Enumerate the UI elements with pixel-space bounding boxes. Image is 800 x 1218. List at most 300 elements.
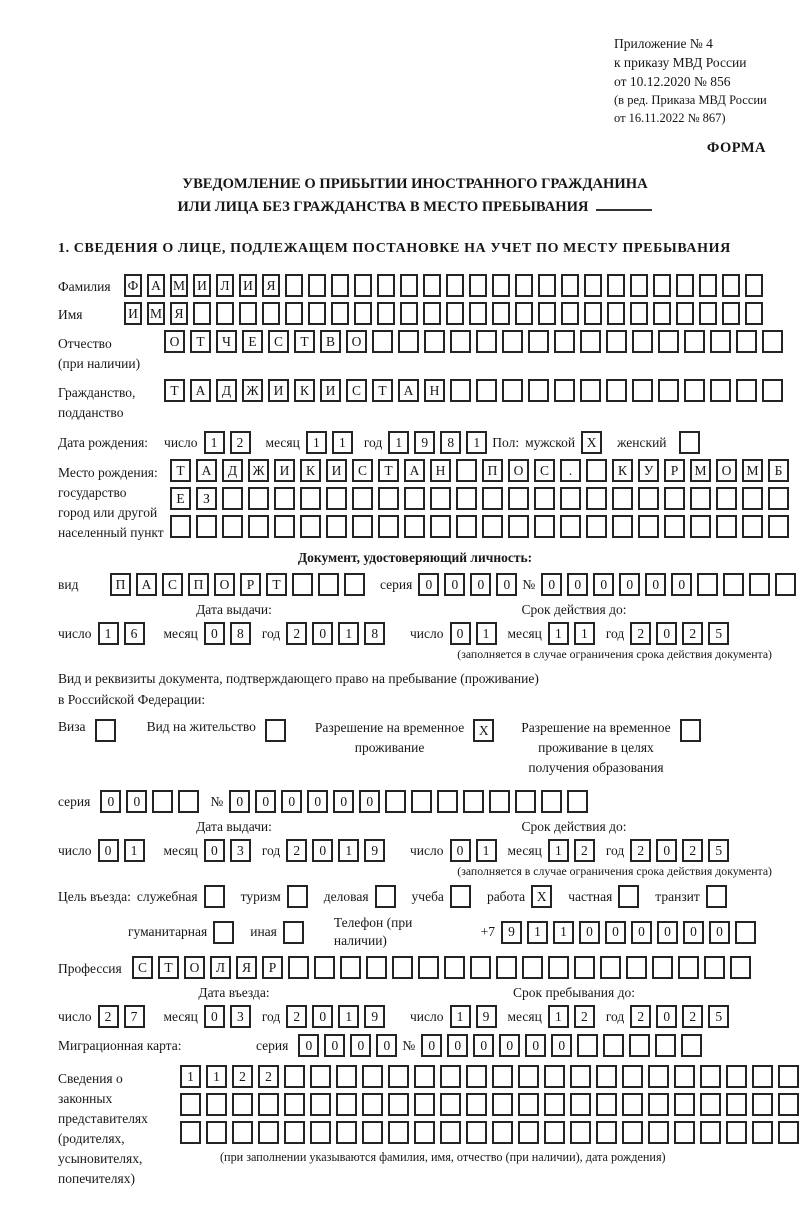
entry-year-cell[interactable]: 0 <box>312 1005 333 1028</box>
representatives-cell[interactable] <box>752 1065 773 1088</box>
firstname-cell[interactable] <box>400 302 418 325</box>
representatives-cell[interactable] <box>700 1093 721 1116</box>
patronymic-cell[interactable] <box>476 330 497 353</box>
firstname-cell[interactable] <box>538 302 556 325</box>
birthdate-month-cell[interactable]: 1 <box>306 431 327 454</box>
birthplace-cell[interactable] <box>222 487 243 510</box>
doc-issue-month-cell[interactable]: 8 <box>230 622 251 645</box>
citizenship-cell[interactable] <box>502 379 523 402</box>
surname-cell[interactable] <box>561 274 579 297</box>
doc-valid-year-cell[interactable]: 2 <box>630 622 651 645</box>
migration-series-cell[interactable]: 0 <box>350 1034 371 1057</box>
residence-valid-day-cell[interactable]: 0 <box>450 839 471 862</box>
doc-type-cell[interactable]: Р <box>240 573 261 596</box>
doc-series-cell[interactable]: 0 <box>444 573 465 596</box>
representatives-cell[interactable] <box>518 1093 539 1116</box>
firstname-cell[interactable] <box>331 302 349 325</box>
representatives-cell[interactable] <box>778 1093 799 1116</box>
representatives-cell[interactable] <box>544 1093 565 1116</box>
purpose-private-checkbox[interactable] <box>618 885 639 908</box>
migration-number-cell[interactable]: 0 <box>447 1034 468 1057</box>
birthplace-cell[interactable] <box>404 515 425 538</box>
representatives-cell[interactable] <box>310 1093 331 1116</box>
citizenship-cell[interactable] <box>684 379 705 402</box>
purpose-other-checkbox[interactable] <box>283 921 304 944</box>
citizenship-cell[interactable] <box>762 379 783 402</box>
residence-number-cell[interactable] <box>463 790 484 813</box>
surname-cell[interactable] <box>607 274 625 297</box>
birthplace-cell[interactable] <box>716 487 737 510</box>
residence-number-cell[interactable] <box>385 790 406 813</box>
entry-month-cell[interactable]: 0 <box>204 1005 225 1028</box>
patronymic-cell[interactable]: Ч <box>216 330 237 353</box>
birthplace-cell[interactable] <box>742 487 763 510</box>
representatives-cell[interactable] <box>726 1093 747 1116</box>
birthplace-cell[interactable]: О <box>716 459 737 482</box>
surname-cell[interactable] <box>722 274 740 297</box>
birthplace-cell[interactable]: П <box>482 459 503 482</box>
citizenship-cell[interactable]: А <box>398 379 419 402</box>
representatives-cell[interactable] <box>414 1065 435 1088</box>
representatives-cell[interactable] <box>466 1065 487 1088</box>
citizenship-cell[interactable] <box>606 379 627 402</box>
birthplace-cell[interactable] <box>326 487 347 510</box>
birthplace-cell[interactable] <box>404 487 425 510</box>
migration-number-cell[interactable]: 0 <box>421 1034 442 1057</box>
profession-cell[interactable]: Я <box>236 956 257 979</box>
representatives-cell[interactable]: 2 <box>258 1065 279 1088</box>
birthdate-day-cell[interactable]: 1 <box>204 431 225 454</box>
representatives-cell[interactable] <box>232 1121 253 1144</box>
profession-cell[interactable] <box>548 956 569 979</box>
residence-number-cell[interactable] <box>411 790 432 813</box>
purpose-official-checkbox[interactable] <box>204 885 225 908</box>
representatives-cell[interactable] <box>232 1093 253 1116</box>
patronymic-cell[interactable] <box>554 330 575 353</box>
surname-cell[interactable]: А <box>147 274 165 297</box>
surname-cell[interactable] <box>308 274 326 297</box>
firstname-cell[interactable] <box>492 302 510 325</box>
profession-cell[interactable] <box>288 956 309 979</box>
representatives-cell[interactable] <box>492 1121 513 1144</box>
doc-issue-day-cell[interactable]: 1 <box>98 622 119 645</box>
profession-cell[interactable] <box>444 956 465 979</box>
doc-valid-day-cell[interactable]: 1 <box>476 622 497 645</box>
firstname-cell[interactable] <box>722 302 740 325</box>
entry-month-cell[interactable]: 3 <box>230 1005 251 1028</box>
birthplace-cell[interactable] <box>586 515 607 538</box>
citizenship-cell[interactable]: Т <box>164 379 185 402</box>
representatives-cell[interactable] <box>414 1093 435 1116</box>
firstname-cell[interactable] <box>423 302 441 325</box>
stay-month-cell[interactable]: 2 <box>574 1005 595 1028</box>
firstname-cell[interactable] <box>239 302 257 325</box>
birthplace-cell[interactable]: У <box>638 459 659 482</box>
birthplace-cell[interactable] <box>612 515 633 538</box>
representatives-cell[interactable] <box>778 1065 799 1088</box>
surname-cell[interactable] <box>400 274 418 297</box>
profession-cell[interactable] <box>522 956 543 979</box>
birthplace-cell[interactable]: И <box>326 459 347 482</box>
birthplace-cell[interactable] <box>456 515 477 538</box>
doc-issue-month-cell[interactable]: 0 <box>204 622 225 645</box>
title-blank-line[interactable] <box>596 195 652 211</box>
representatives-cell[interactable] <box>206 1093 227 1116</box>
representatives-cell[interactable] <box>622 1121 643 1144</box>
representatives-cell[interactable] <box>752 1121 773 1144</box>
patronymic-cell[interactable]: О <box>346 330 367 353</box>
representatives-cell[interactable] <box>570 1065 591 1088</box>
residence-series-cell[interactable]: 0 <box>100 790 121 813</box>
representatives-cell[interactable] <box>726 1065 747 1088</box>
citizenship-cell[interactable] <box>528 379 549 402</box>
residence-number-cell[interactable] <box>437 790 458 813</box>
residence-issue-year-cell[interactable]: 2 <box>286 839 307 862</box>
birthplace-cell[interactable] <box>534 487 555 510</box>
surname-cell[interactable] <box>676 274 694 297</box>
residence-valid-month-cell[interactable]: 1 <box>548 839 569 862</box>
residence-issue-month-cell[interactable]: 0 <box>204 839 225 862</box>
birthplace-cell[interactable]: Ж <box>248 459 269 482</box>
representatives-cell[interactable] <box>336 1093 357 1116</box>
surname-cell[interactable] <box>515 274 533 297</box>
firstname-cell[interactable] <box>561 302 579 325</box>
doc-valid-year-cell[interactable]: 5 <box>708 622 729 645</box>
surname-cell[interactable] <box>584 274 602 297</box>
patronymic-cell[interactable] <box>450 330 471 353</box>
doc-issue-year-cell[interactable]: 2 <box>286 622 307 645</box>
surname-cell[interactable] <box>469 274 487 297</box>
birthplace-cell[interactable] <box>482 515 503 538</box>
doc-number-cell[interactable]: 0 <box>593 573 614 596</box>
profession-cell[interactable] <box>730 956 751 979</box>
representatives-cell[interactable] <box>180 1121 201 1144</box>
birthplace-cell[interactable] <box>560 487 581 510</box>
migration-number-cell[interactable] <box>629 1034 650 1057</box>
representatives-cell[interactable] <box>596 1121 617 1144</box>
entry-year-cell[interactable]: 2 <box>286 1005 307 1028</box>
birthplace-cell[interactable]: С <box>352 459 373 482</box>
citizenship-cell[interactable]: Д <box>216 379 237 402</box>
birthplace-cell[interactable]: К <box>300 459 321 482</box>
birthplace-cell[interactable]: С <box>534 459 555 482</box>
representatives-cell[interactable] <box>284 1093 305 1116</box>
birthplace-cell[interactable]: . <box>560 459 581 482</box>
patronymic-cell[interactable] <box>632 330 653 353</box>
birthplace-cell[interactable] <box>430 487 451 510</box>
surname-cell[interactable] <box>354 274 372 297</box>
profession-cell[interactable] <box>574 956 595 979</box>
birthplace-cell[interactable] <box>508 487 529 510</box>
entry-day-cell[interactable]: 2 <box>98 1005 119 1028</box>
profession-cell[interactable] <box>496 956 517 979</box>
birthdate-year-cell[interactable]: 9 <box>414 431 435 454</box>
stay-month-cell[interactable]: 1 <box>548 1005 569 1028</box>
doc-number-cell[interactable]: 0 <box>645 573 666 596</box>
representatives-cell[interactable] <box>362 1093 383 1116</box>
representatives-cell[interactable] <box>388 1065 409 1088</box>
birthplace-cell[interactable]: Е <box>170 487 191 510</box>
residence-number-cell[interactable]: 0 <box>255 790 276 813</box>
firstname-cell[interactable] <box>193 302 211 325</box>
birthplace-cell[interactable] <box>508 515 529 538</box>
purpose-humanitarian-checkbox[interactable] <box>213 921 234 944</box>
representatives-cell[interactable] <box>258 1121 279 1144</box>
profession-cell[interactable]: Т <box>158 956 179 979</box>
profession-cell[interactable]: С <box>132 956 153 979</box>
birthplace-cell[interactable] <box>352 487 373 510</box>
birthdate-year-cell[interactable]: 1 <box>466 431 487 454</box>
representatives-cell[interactable] <box>492 1093 513 1116</box>
sex-female-checkbox[interactable] <box>679 431 700 454</box>
representatives-cell[interactable] <box>258 1093 279 1116</box>
citizenship-cell[interactable] <box>476 379 497 402</box>
birthplace-cell[interactable] <box>664 515 685 538</box>
patronymic-cell[interactable] <box>398 330 419 353</box>
birthdate-day-cell[interactable]: 2 <box>230 431 251 454</box>
firstname-cell[interactable] <box>308 302 326 325</box>
doc-number-cell[interactable] <box>775 573 796 596</box>
residence-number-cell[interactable] <box>567 790 588 813</box>
firstname-cell[interactable]: Я <box>170 302 188 325</box>
purpose-business-checkbox[interactable] <box>375 885 396 908</box>
representatives-cell[interactable] <box>336 1065 357 1088</box>
birthplace-cell[interactable] <box>456 459 477 482</box>
birthplace-cell[interactable] <box>638 487 659 510</box>
phone-digit-cell[interactable]: 0 <box>605 921 626 944</box>
doc-issue-year-cell[interactable]: 8 <box>364 622 385 645</box>
surname-cell[interactable]: М <box>170 274 188 297</box>
birthplace-cell[interactable] <box>482 487 503 510</box>
surname-cell[interactable] <box>630 274 648 297</box>
stay-year-cell[interactable]: 2 <box>682 1005 703 1028</box>
representatives-cell[interactable] <box>726 1121 747 1144</box>
birthplace-cell[interactable] <box>638 515 659 538</box>
birthplace-cell[interactable] <box>586 487 607 510</box>
migration-number-cell[interactable] <box>655 1034 676 1057</box>
patronymic-cell[interactable]: О <box>164 330 185 353</box>
birthplace-cell[interactable] <box>586 459 607 482</box>
citizenship-cell[interactable] <box>554 379 575 402</box>
surname-cell[interactable] <box>492 274 510 297</box>
residence-number-cell[interactable]: 0 <box>307 790 328 813</box>
representatives-cell[interactable] <box>492 1065 513 1088</box>
patronymic-cell[interactable] <box>736 330 757 353</box>
citizenship-cell[interactable] <box>580 379 601 402</box>
migration-series-cell[interactable]: 0 <box>376 1034 397 1057</box>
representatives-cell[interactable] <box>622 1093 643 1116</box>
representatives-cell[interactable] <box>414 1121 435 1144</box>
representatives-cell[interactable] <box>388 1093 409 1116</box>
doc-number-cell[interactable] <box>697 573 718 596</box>
residence-number-cell[interactable] <box>489 790 510 813</box>
surname-cell[interactable]: И <box>193 274 211 297</box>
citizenship-cell[interactable]: К <box>294 379 315 402</box>
phone-digit-cell[interactable]: 9 <box>501 921 522 944</box>
firstname-cell[interactable] <box>745 302 763 325</box>
patronymic-cell[interactable] <box>606 330 627 353</box>
residence-valid-year-cell[interactable]: 5 <box>708 839 729 862</box>
stay-year-cell[interactable]: 2 <box>630 1005 651 1028</box>
firstname-cell[interactable] <box>676 302 694 325</box>
phone-digit-cell[interactable]: 0 <box>657 921 678 944</box>
representatives-cell[interactable] <box>596 1093 617 1116</box>
purpose-tourism-checkbox[interactable] <box>287 885 308 908</box>
stay-day-cell[interactable]: 9 <box>476 1005 497 1028</box>
representatives-cell[interactable] <box>700 1065 721 1088</box>
profession-cell[interactable]: Л <box>210 956 231 979</box>
patronymic-cell[interactable]: Е <box>242 330 263 353</box>
profession-cell[interactable] <box>418 956 439 979</box>
phone-digit-cell[interactable]: 1 <box>553 921 574 944</box>
representatives-cell[interactable] <box>518 1065 539 1088</box>
profession-cell[interactable] <box>600 956 621 979</box>
representatives-cell[interactable] <box>310 1121 331 1144</box>
birthplace-cell[interactable] <box>768 515 789 538</box>
birthplace-cell[interactable]: А <box>196 459 217 482</box>
birthplace-cell[interactable] <box>560 515 581 538</box>
residence-series-cell[interactable] <box>178 790 199 813</box>
firstname-cell[interactable] <box>354 302 372 325</box>
birthplace-cell[interactable] <box>248 487 269 510</box>
doc-number-cell[interactable]: 0 <box>541 573 562 596</box>
citizenship-cell[interactable] <box>450 379 471 402</box>
birthdate-year-cell[interactable]: 8 <box>440 431 461 454</box>
birthplace-cell[interactable] <box>378 487 399 510</box>
representatives-cell[interactable] <box>648 1065 669 1088</box>
patronymic-cell[interactable] <box>684 330 705 353</box>
migration-number-cell[interactable] <box>603 1034 624 1057</box>
firstname-cell[interactable]: И <box>124 302 142 325</box>
representatives-cell[interactable] <box>440 1093 461 1116</box>
representatives-cell[interactable] <box>622 1065 643 1088</box>
doc-type-cell[interactable] <box>292 573 313 596</box>
firstname-cell[interactable] <box>446 302 464 325</box>
representatives-cell[interactable] <box>284 1121 305 1144</box>
profession-cell[interactable] <box>704 956 725 979</box>
visa-checkbox[interactable] <box>95 719 116 742</box>
representatives-cell[interactable] <box>570 1093 591 1116</box>
patronymic-cell[interactable] <box>762 330 783 353</box>
residence-valid-day-cell[interactable]: 1 <box>476 839 497 862</box>
profession-cell[interactable] <box>678 956 699 979</box>
birthplace-cell[interactable]: М <box>742 459 763 482</box>
citizenship-cell[interactable]: Н <box>424 379 445 402</box>
representatives-cell[interactable] <box>700 1121 721 1144</box>
residence-permit-checkbox[interactable] <box>265 719 286 742</box>
firstname-cell[interactable] <box>584 302 602 325</box>
residence-number-cell[interactable]: 0 <box>281 790 302 813</box>
representatives-cell[interactable] <box>752 1093 773 1116</box>
doc-type-cell[interactable]: П <box>188 573 209 596</box>
patronymic-cell[interactable]: Т <box>294 330 315 353</box>
firstname-cell[interactable]: М <box>147 302 165 325</box>
doc-valid-month-cell[interactable]: 1 <box>548 622 569 645</box>
residence-series-cell[interactable] <box>152 790 173 813</box>
representatives-cell[interactable] <box>674 1093 695 1116</box>
residence-number-cell[interactable] <box>541 790 562 813</box>
birthplace-cell[interactable] <box>326 515 347 538</box>
doc-issue-year-cell[interactable]: 0 <box>312 622 333 645</box>
doc-type-cell[interactable]: А <box>136 573 157 596</box>
representatives-cell[interactable] <box>778 1121 799 1144</box>
entry-year-cell[interactable]: 9 <box>364 1005 385 1028</box>
citizenship-cell[interactable]: Ж <box>242 379 263 402</box>
doc-type-cell[interactable]: П <box>110 573 131 596</box>
representatives-cell[interactable]: 1 <box>206 1065 227 1088</box>
firstname-cell[interactable] <box>285 302 303 325</box>
patronymic-cell[interactable] <box>502 330 523 353</box>
birthplace-cell[interactable] <box>300 515 321 538</box>
representatives-cell[interactable]: 1 <box>180 1065 201 1088</box>
phone-digit-cell[interactable]: 0 <box>683 921 704 944</box>
surname-cell[interactable] <box>331 274 349 297</box>
patronymic-cell[interactable]: Т <box>190 330 211 353</box>
birthplace-cell[interactable] <box>742 515 763 538</box>
doc-valid-year-cell[interactable]: 0 <box>656 622 677 645</box>
citizenship-cell[interactable]: И <box>268 379 289 402</box>
residence-valid-year-cell[interactable]: 2 <box>682 839 703 862</box>
surname-cell[interactable] <box>538 274 556 297</box>
citizenship-cell[interactable]: А <box>190 379 211 402</box>
firstname-cell[interactable] <box>469 302 487 325</box>
doc-series-cell[interactable]: 0 <box>418 573 439 596</box>
migration-number-cell[interactable]: 0 <box>499 1034 520 1057</box>
firstname-cell[interactable] <box>607 302 625 325</box>
doc-number-cell[interactable] <box>749 573 770 596</box>
doc-issue-year-cell[interactable]: 1 <box>338 622 359 645</box>
citizenship-cell[interactable] <box>710 379 731 402</box>
citizenship-cell[interactable] <box>658 379 679 402</box>
purpose-work-checkbox[interactable]: X <box>531 885 552 908</box>
representatives-cell[interactable] <box>388 1121 409 1144</box>
representatives-cell[interactable] <box>180 1093 201 1116</box>
birthplace-cell[interactable] <box>430 515 451 538</box>
phone-digit-cell[interactable]: 1 <box>527 921 548 944</box>
representatives-cell[interactable] <box>440 1121 461 1144</box>
birthplace-cell[interactable] <box>170 515 191 538</box>
birthplace-cell[interactable]: М <box>690 459 711 482</box>
birthplace-cell[interactable] <box>664 487 685 510</box>
migration-series-cell[interactable]: 0 <box>324 1034 345 1057</box>
surname-cell[interactable]: Ф <box>124 274 142 297</box>
citizenship-cell[interactable]: С <box>346 379 367 402</box>
representatives-cell[interactable]: 2 <box>232 1065 253 1088</box>
firstname-cell[interactable] <box>216 302 234 325</box>
migration-number-cell[interactable] <box>577 1034 598 1057</box>
migration-number-cell[interactable]: 0 <box>525 1034 546 1057</box>
birthplace-cell[interactable] <box>196 515 217 538</box>
residence-number-cell[interactable]: 0 <box>359 790 380 813</box>
citizenship-cell[interactable]: И <box>320 379 341 402</box>
representatives-cell[interactable] <box>544 1121 565 1144</box>
profession-cell[interactable] <box>340 956 361 979</box>
doc-series-cell[interactable]: 0 <box>470 573 491 596</box>
representatives-cell[interactable] <box>440 1065 461 1088</box>
representatives-cell[interactable] <box>206 1121 227 1144</box>
doc-type-cell[interactable]: Т <box>266 573 287 596</box>
residence-issue-day-cell[interactable]: 0 <box>98 839 119 862</box>
surname-cell[interactable] <box>699 274 717 297</box>
birthplace-cell[interactable] <box>716 515 737 538</box>
profession-cell[interactable] <box>470 956 491 979</box>
birthdate-year-cell[interactable]: 1 <box>388 431 409 454</box>
doc-issue-day-cell[interactable]: 6 <box>124 622 145 645</box>
doc-number-cell[interactable]: 0 <box>671 573 692 596</box>
phone-digit-cell[interactable] <box>735 921 756 944</box>
birthplace-cell[interactable]: Р <box>664 459 685 482</box>
purpose-study-checkbox[interactable] <box>450 885 471 908</box>
